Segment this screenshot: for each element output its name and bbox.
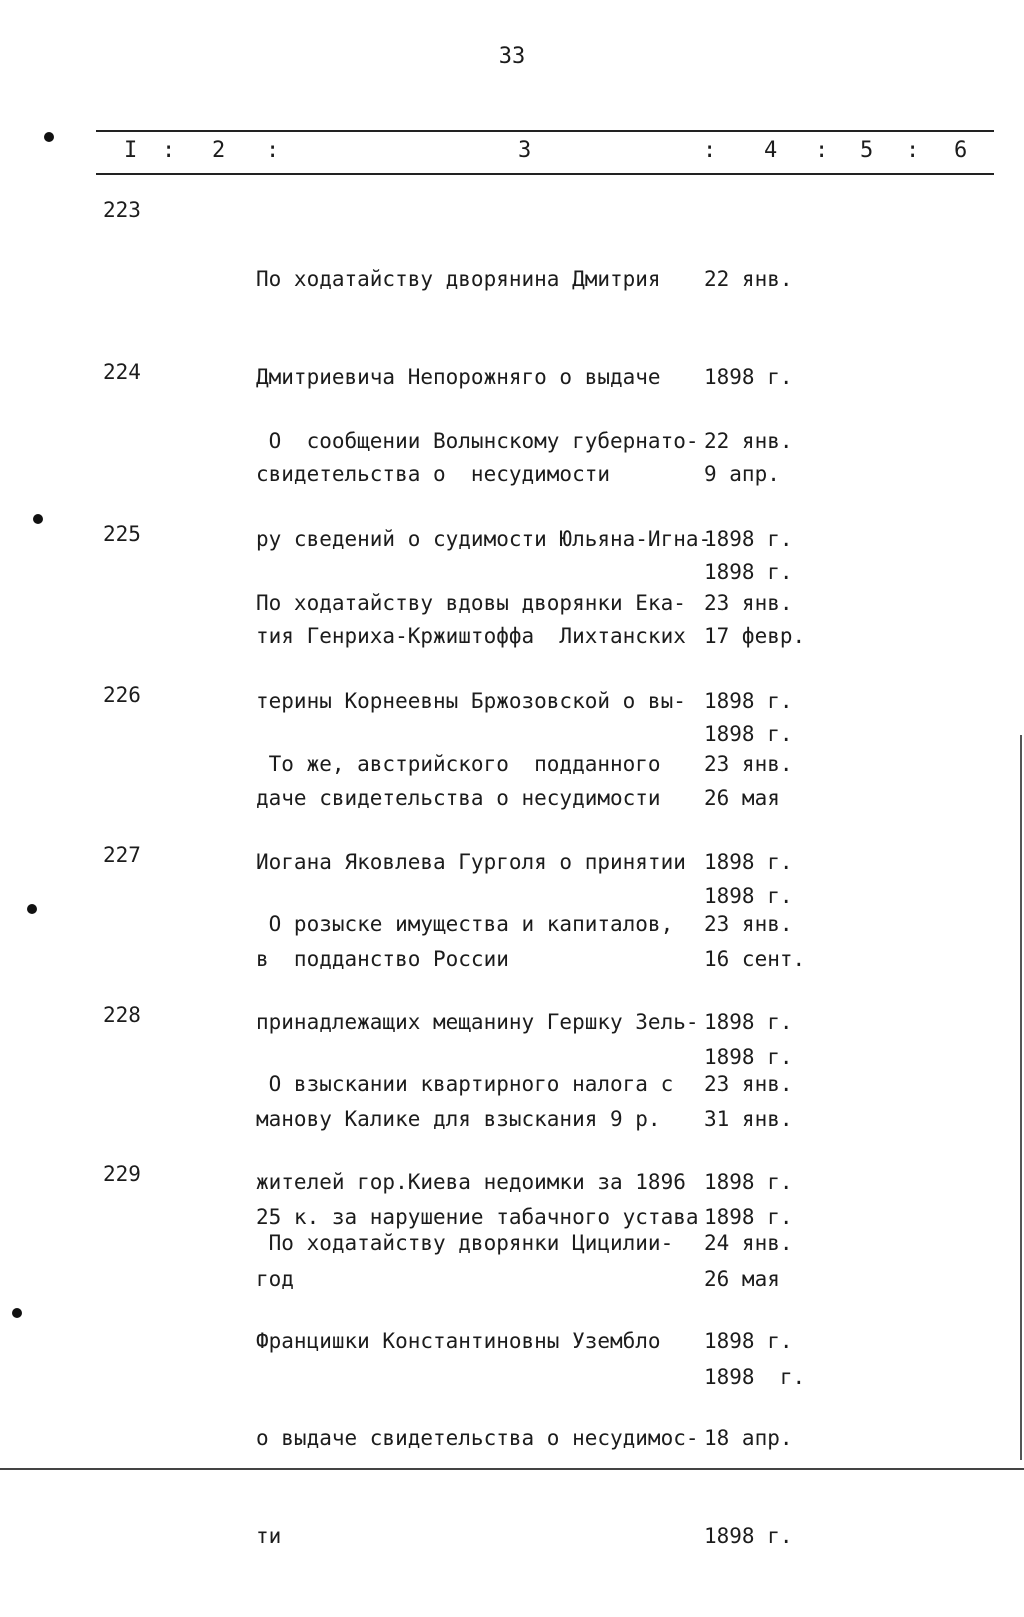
- desc-line: По ходатайству вдовы дворянки Ека-: [256, 591, 686, 615]
- desc-line: даче свидетельства о несудимости: [256, 786, 661, 810]
- desc-line: год: [256, 1267, 294, 1291]
- desc-line: ти: [256, 1523, 282, 1548]
- date-line: 1898 г.: [704, 364, 793, 389]
- column-header-5: 5: [860, 138, 874, 163]
- date-line: 1898 г.: [704, 526, 793, 551]
- desc-line: По ходатайству дворянина Дмитрия: [256, 267, 661, 291]
- scan-edge-bottom: [0, 1468, 1024, 1470]
- entry-number: 227: [103, 843, 141, 867]
- entry-number: 224: [103, 360, 141, 384]
- entry-dates: [704, 1162, 814, 1617]
- date-line: 1898 г.: [704, 1523, 793, 1548]
- date-line: 26 мая: [704, 786, 780, 810]
- date-line: 17 февр.: [704, 624, 806, 648]
- desc-line: терины Корнеевны Бржозовской о вы-: [256, 688, 686, 713]
- date-line: 18 апр.: [704, 1426, 793, 1450]
- date-line: 16 сент.: [704, 947, 806, 971]
- date-line: 1898 г.: [704, 1204, 793, 1229]
- date-line: 1898 г.: [704, 1364, 806, 1389]
- desc-line: 25 к. за нарушение табачного устава: [256, 1204, 699, 1229]
- punch-hole-mark: [33, 514, 43, 524]
- header-rule-top: [96, 130, 994, 132]
- column-separator: :: [703, 138, 717, 163]
- entry-number: 228: [103, 1003, 141, 1027]
- date-line: 31 янв.: [704, 1107, 793, 1131]
- desc-line: манову Калике для взыскания 9 р.: [256, 1107, 661, 1131]
- entry-number: 229: [103, 1162, 141, 1186]
- desc-line: свидетельства о несудимости: [256, 462, 611, 486]
- entry-number: 226: [103, 683, 141, 707]
- punch-hole-mark: [44, 132, 54, 142]
- date-line: 22 янв.: [704, 429, 793, 453]
- desc-line: О сообщении Волынскому губернато-: [256, 429, 699, 453]
- column-separator: :: [815, 138, 829, 163]
- date-line: 1898 г.: [704, 883, 793, 908]
- desc-line: в подданство России: [256, 947, 509, 971]
- date-line: 1898 г.: [704, 559, 793, 584]
- date-line: 24 янв.: [704, 1231, 793, 1255]
- desc-line: Дмитриевича Непорожняго о выдаче: [256, 364, 661, 389]
- scan-edge-right: [1020, 735, 1022, 1460]
- desc-line: По ходатайству дворянки Цицилии-: [256, 1231, 674, 1255]
- desc-line: тия Генриха-Кржиштоффа Лихтанских: [256, 624, 686, 648]
- desc-line: о выдаче свидетельства о несудимос-: [256, 1426, 699, 1450]
- date-line: 1898 г.: [704, 721, 793, 746]
- punch-hole-mark: [12, 1308, 22, 1318]
- page-number: 33: [498, 44, 526, 69]
- date-line: 23 янв.: [704, 591, 793, 615]
- date-line: 9 апр.: [704, 462, 780, 486]
- desc-line: Францишки Константиновны Узембло: [256, 1328, 661, 1353]
- desc-line: Иогана Яковлева Гурголя о принятии: [256, 849, 686, 874]
- entry-229: [0, 1162, 1024, 1548]
- date-line: 23 янв.: [704, 912, 793, 936]
- date-line: 1898 г.: [704, 1169, 793, 1194]
- date-line: 1898 г.: [704, 1044, 793, 1069]
- date-line: 23 янв.: [704, 1072, 793, 1096]
- desc-line: О розыске имущества и капиталов,: [256, 912, 674, 936]
- punch-hole-mark: [27, 904, 37, 914]
- date-line: 23 янв.: [704, 752, 793, 776]
- entry-number: 225: [103, 522, 141, 546]
- column-separator: :: [162, 138, 176, 163]
- column-header-3: 3: [518, 138, 532, 163]
- column-header-6: 6: [954, 138, 968, 163]
- desc-line: жителей гор.Киева недоимки за 1896: [256, 1169, 686, 1194]
- desc-line: О взыскании квартирного налога с: [256, 1072, 674, 1096]
- column-separator: :: [266, 138, 280, 163]
- desc-line: То же, австрийского подданного: [256, 752, 661, 776]
- desc-line: ру сведений о судимости Юльяна-Игна-: [256, 526, 712, 551]
- entry-number: 223: [103, 198, 141, 222]
- date-line: 22 янв.: [704, 267, 793, 291]
- date-line: 1898 г.: [704, 849, 793, 874]
- column-header-2: 2: [212, 138, 226, 163]
- column-separator: :: [906, 138, 920, 163]
- column-header-4: 4: [764, 138, 778, 163]
- date-line: 26 мая: [704, 1267, 780, 1291]
- column-header-1: I: [124, 138, 138, 163]
- desc-line: принадлежащих мещанину Гершку Зель-: [256, 1009, 699, 1034]
- date-line: 1898 г.: [704, 688, 793, 713]
- entry-description: [256, 1162, 704, 1617]
- date-line: 1898 г.: [704, 1009, 793, 1034]
- date-line: 1898 г.: [704, 1328, 793, 1353]
- header-rule-bottom: [96, 173, 994, 175]
